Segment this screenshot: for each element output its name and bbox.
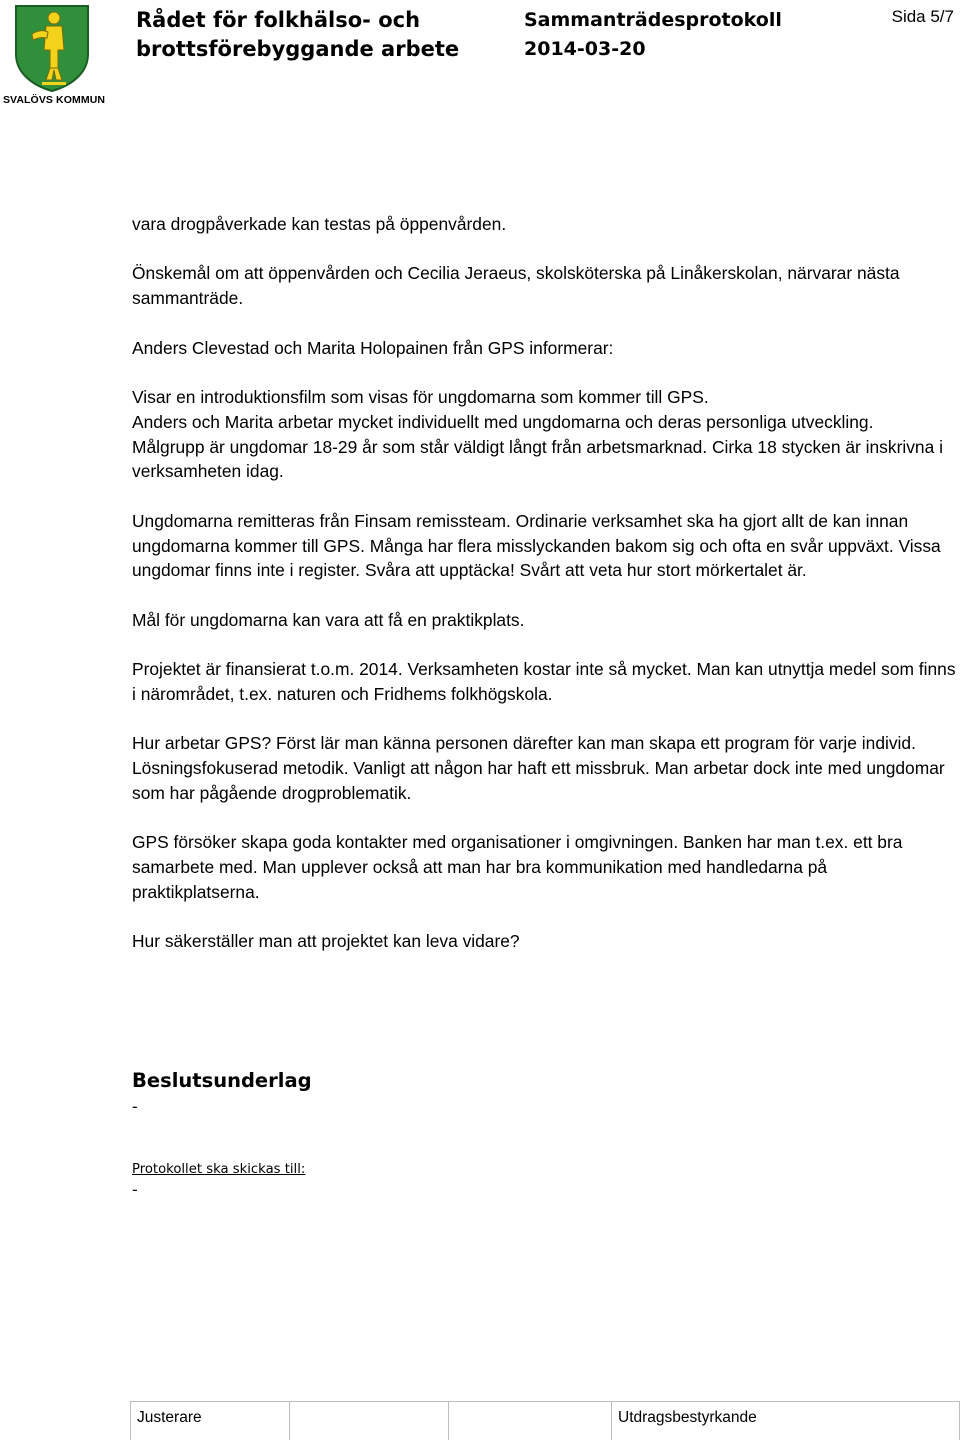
justerare-cell [130,1402,289,1440]
paragraph: Hur säkerställer man att projektet kan leva vidare? [132,931,520,952]
signature-cell [448,1402,611,1440]
signature-cell [289,1402,448,1440]
organization-title [136,6,459,64]
signature-footer [130,1401,960,1440]
minutes-body [132,212,958,954]
utdrag-cell [611,1402,960,1440]
paragraph: Visar en introduktionsfilm som visas för ungdomarna som kommer till GPS. [132,386,709,407]
paragraph: Anders och Marita arbetar mycket individuellt med ungdomarna och deras personliga utveckling. [132,411,874,432]
org-line-2: brottsförebyggande arbete [136,37,460,61]
distribution-label: Protokollet ska skickas till: [132,1162,306,1177]
justerare-label: Justerare [137,1409,202,1426]
distribution-value: - [132,1180,138,1199]
paragraph: Ungdomarna remitteras från Finsam remissteam. Ordinarie verksamhet ska ha gjort allt de kan innan ungdomarna kommer till GPS. Många har flera misslyckanden bakom sig och ofta en svår uppväxt. Vissa ungdomar finns inte i register. Svåra att upptäcka! Svårt att veta hur stort mörkertalet är. [132,510,941,581]
paragraph: Projektet är finansierat t.o.m. 2014. Verksamheten kostar inte så mycket. Man kan utnyttja medel som finns i närområdet, t.ex. naturen och Fridhems folkhögskola. [132,659,956,704]
paragraph: vara drogpåverkade kan testas på öppenvården. [132,214,507,234]
paragraph: Anders Clevestad och Marita Holopainen från GPS informerar: [132,337,614,358]
municipality-logo [0,0,110,110]
beslutsunderlag-value: - [132,1097,138,1116]
meeting-date: 2014-03-20 [524,38,646,60]
beslutsunderlag-heading: Beslutsunderlag [132,1069,312,1092]
page-number: Sida 5/7 [891,7,954,26]
org-line-1: Rådet för folkhälso- och [136,8,421,32]
paragraph: Önskemål om att öppenvården och Cecilia Jeraeus, skolsköterska på Linåkerskolan, närvarar nästa sammanträde. [132,263,900,309]
utdragsbestyrkande-label: Utdragsbestyrkande [618,1409,757,1426]
paragraph: Mål för ungdomarna kan vara att få en praktikplats. [132,609,525,630]
paragraph: Hur arbetar GPS? Först lär man känna personen därefter kan man skapa ett program för varje individ. Lösningsfokuserad metodik. Vanligt att någon har haft ett missbruk. Man arbetar dock inte med ungdomar som har pågående drogproblematik. [132,733,945,803]
document-header [524,6,782,64]
paragraph: Målgrupp är ungdomar 18-29 år som står väldigt långt från arbetsmarknad. Cirka 18 stycken är inskrivna i verksamheten idag. [132,436,943,482]
paragraph: GPS försöker skapa goda kontakter med organisationer i omgivningen. Banken har man t.ex. ett bra samarbete med. Man upplever också att man har bra kommunikation med handledarna på praktikplatserna. [132,832,903,902]
municipality-name: SVALÖVS KOMMUN [2,94,106,106]
document-type: Sammanträdesprotokoll [524,9,782,31]
coat-of-arms-icon [14,4,90,92]
